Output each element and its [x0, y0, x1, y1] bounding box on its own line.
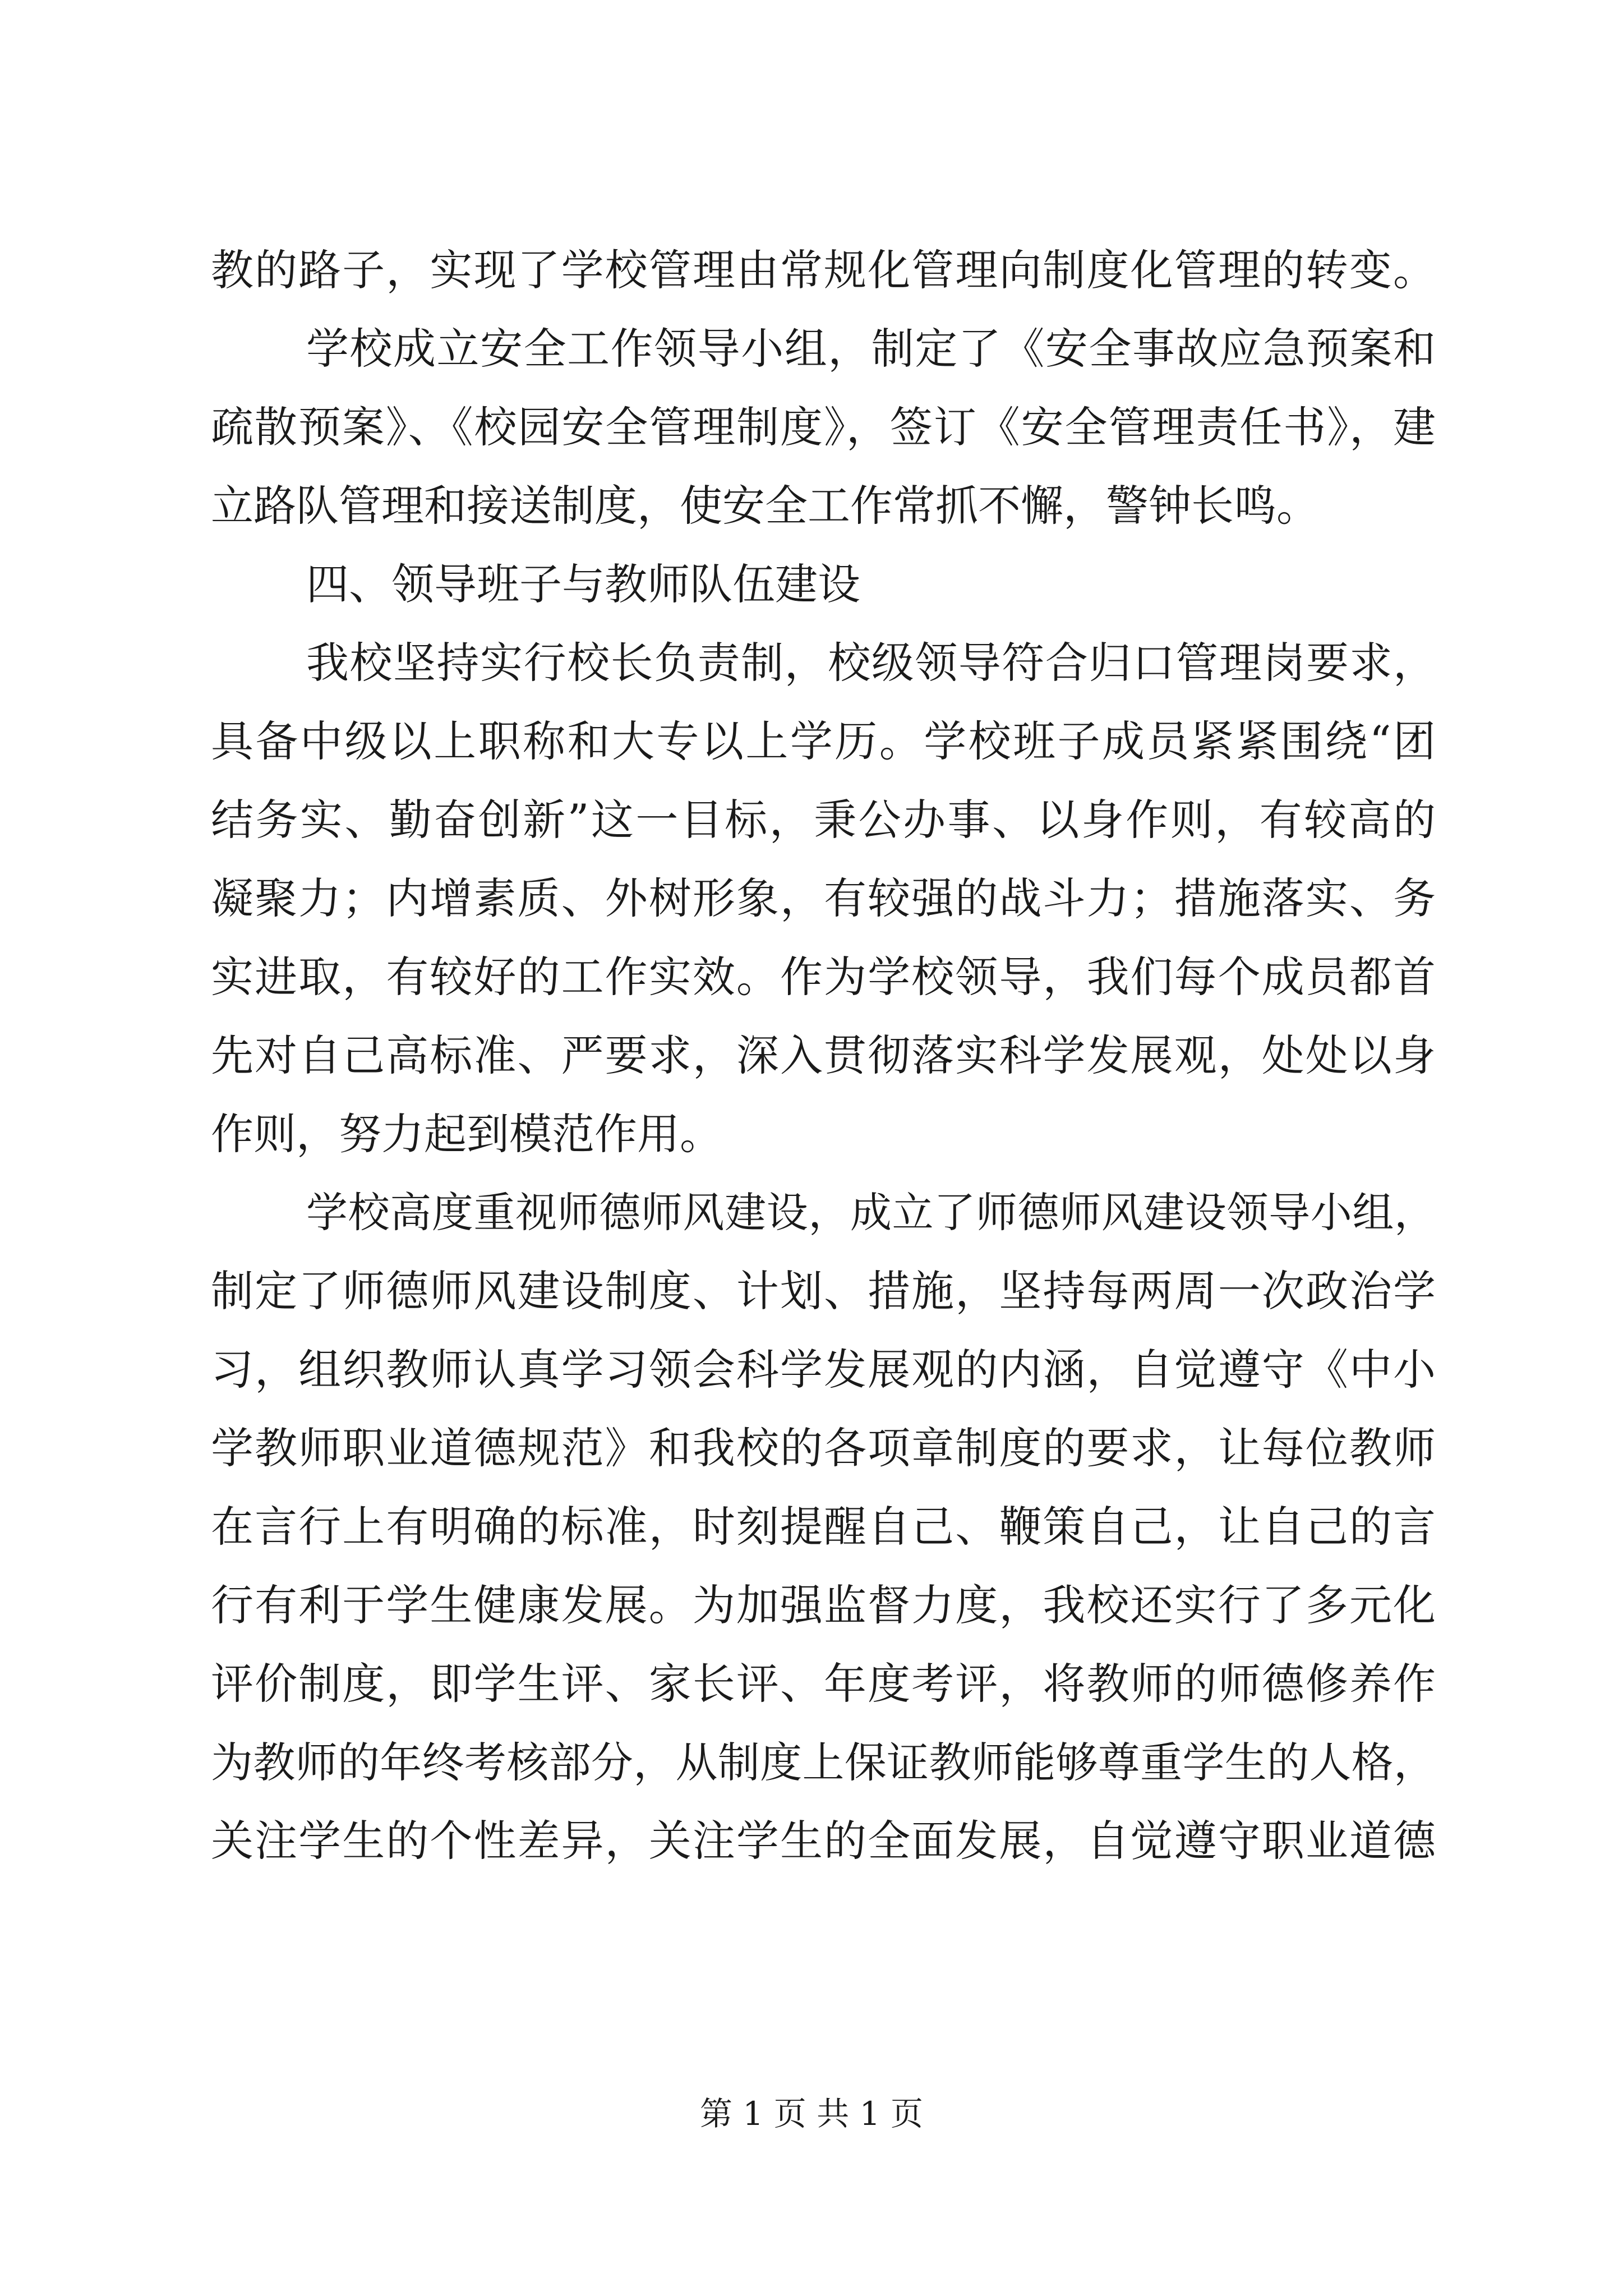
text-line: 凝聚力；内增素质、外树形象，有较强的战斗力；措施落实、务 — [211, 873, 1436, 923]
text-line: 在言行上有明确的标准，时刻提醒自己、鞭策自己，让自己的言 — [211, 1502, 1436, 1552]
text-line: 作则，努力起到模范作用。 — [211, 1109, 722, 1159]
paragraph-start-line: 我校坚持实行校长负责制，校级领导符合归口管理岗要求， — [306, 638, 1436, 688]
text-line: 实进取，有较好的工作实效。作为学校领导，我们每个成员都首 — [211, 952, 1436, 1002]
text-line: 行有利于学生健康发展。为加强监督力度，我校还实行了多元化 — [211, 1580, 1436, 1630]
text-line: 立路队管理和接送制度，使安全工作常抓不懈，警钟长鸣。 — [211, 481, 1319, 531]
text-line: 学教师职业道德规范》和我校的各项章制度的要求，让每位教师 — [211, 1423, 1436, 1473]
text-line: 教的路子，实现了学校管理由常规化管理向制度化管理的转变。 — [211, 245, 1436, 295]
page-number-footer: 第 1 页 共 1 页 — [700, 2095, 923, 2133]
paragraph-start-line: 学校成立安全工作领导小组，制定了《安全事故应急预案和 — [306, 324, 1436, 374]
text-line: 疏散预案》、《校园安全管理制度》，签订《安全管理责任书》，建 — [211, 402, 1436, 452]
text-line: 先对自己高标准、严要求，深入贯彻落实科学发展观，处处以身 — [211, 1030, 1436, 1080]
text-line: 习，组织教师认真学习领会科学发展观的内涵，自觉遵守《中小 — [211, 1345, 1436, 1395]
section-heading: 四、领导班子与教师队伍建设 — [306, 559, 860, 609]
text-line: 结务实、勤奋创新”这一目标，秉公办事、以身作则，有较高的 — [211, 795, 1436, 845]
paragraph-start-line: 学校高度重视师德师风建设，成立了师德师风建设领导小组， — [306, 1189, 1436, 1237]
text-line: 制定了师德师风建设制度、计划、措施，坚持每两周一次政治学 — [211, 1266, 1436, 1316]
text-line: 具备中级以上职称和大专以上学历。学校班子成员紧紧围绕“团 — [211, 716, 1436, 766]
text-line: 关注学生的个性差异，关注学生的全面发展，自觉遵守职业道德 — [211, 1816, 1436, 1866]
text-line: 为教师的年终考核部分，从制度上保证教师能够尊重学生的人格， — [211, 1738, 1436, 1787]
text-line: 评价制度，即学生评、家长评、年度考评，将教师的师德修养作 — [211, 1659, 1436, 1709]
document-body — [211, 231, 1436, 1880]
